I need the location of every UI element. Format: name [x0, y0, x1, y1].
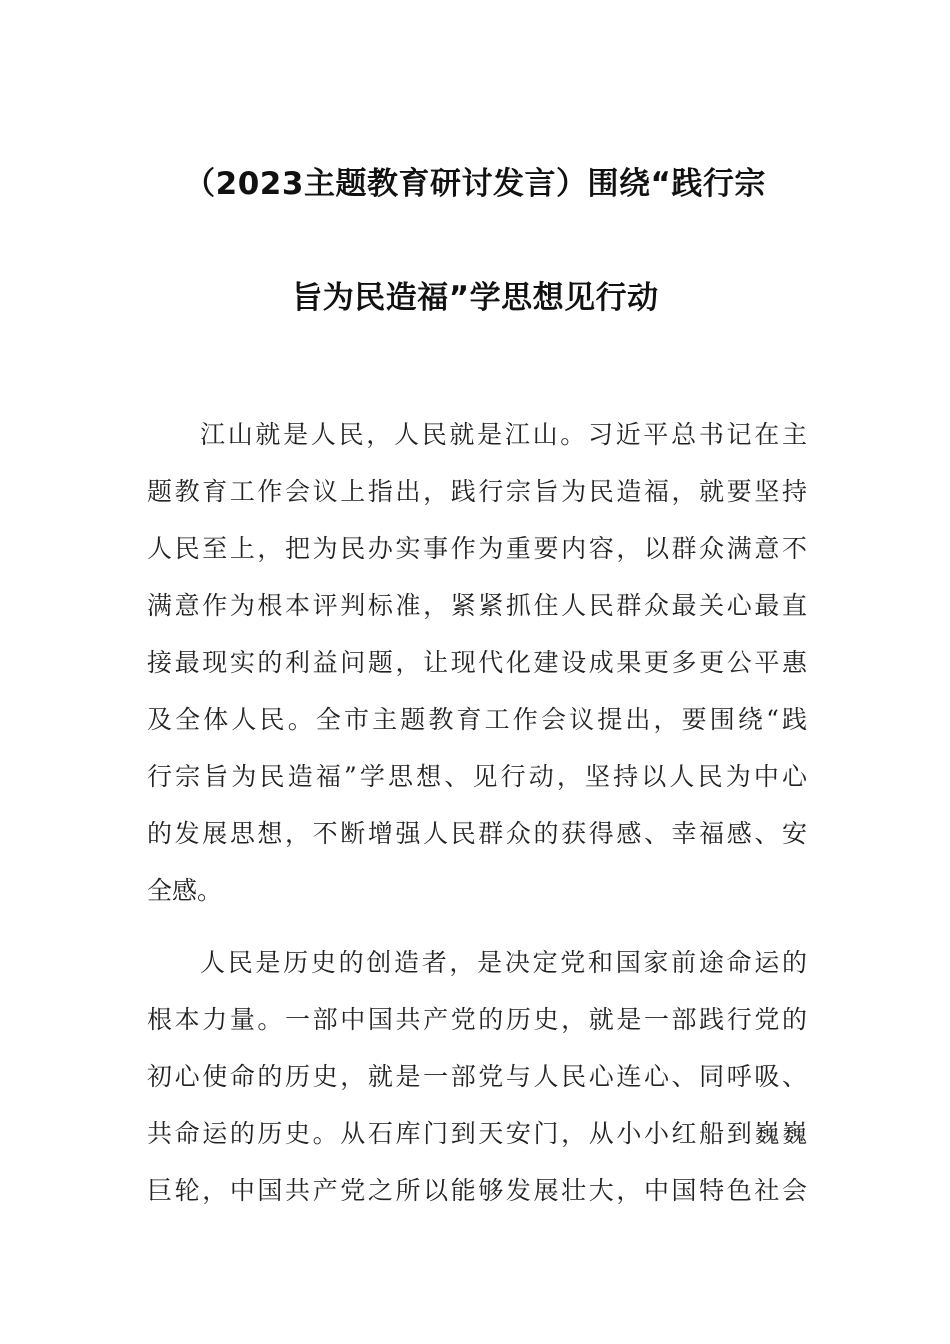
- paragraph-2-line-1: 人民是历史的创造者，是决定党和国家前途命运的: [200, 948, 807, 977]
- paragraph-2-line-3: 初心使命的历史，就是一部党与人民心连心、同呼吸、: [147, 1062, 807, 1091]
- paragraph-1-line-4: 满意作为根本评判标准，紧紧抓住人民群众最关心最直: [147, 591, 807, 620]
- document-title-line-1: （2023主题教育研讨发言）围绕“践行宗: [184, 166, 766, 202]
- paragraph-1-line-3: 人民至上，把为民办实事作为重要内容，以群众满意不: [147, 534, 807, 563]
- paragraph-1-line-6: 及全体人民。全市主题教育工作会议提出，要围绕“践: [147, 705, 807, 734]
- paragraph-1-line-1: 江山就是人民，人民就是江山。习近平总书记在主: [200, 420, 807, 449]
- paragraph-1-line-5: 接最现实的利益问题，让现代化建设成果更多更公平惠: [147, 648, 807, 677]
- document-title-line-2: 旨为民造福”学思想见行动: [291, 280, 659, 316]
- paragraph-2-line-2: 根本力量。一部中国共产党的历史，就是一部践行党的: [147, 1005, 807, 1034]
- paragraph-1-line-7: 行宗旨为民造福”学思想、见行动，坚持以人民为中心: [147, 762, 807, 791]
- paragraph-1-line-2: 题教育工作会议上指出，践行宗旨为民造福，就要坚持: [147, 477, 807, 506]
- paragraph-2-line-5: 巨轮，中国共产党之所以能够发展壮大，中国特色社会: [147, 1176, 807, 1205]
- paragraph-1-line-8: 的发展思想，不断增强人民群众的获得感、幸福感、安: [147, 819, 807, 848]
- paragraph-2-line-4: 共命运的历史。从石库门到天安门，从小小红船到巍巍: [147, 1119, 807, 1148]
- paragraph-1-line-9: 全感。: [147, 876, 223, 905]
